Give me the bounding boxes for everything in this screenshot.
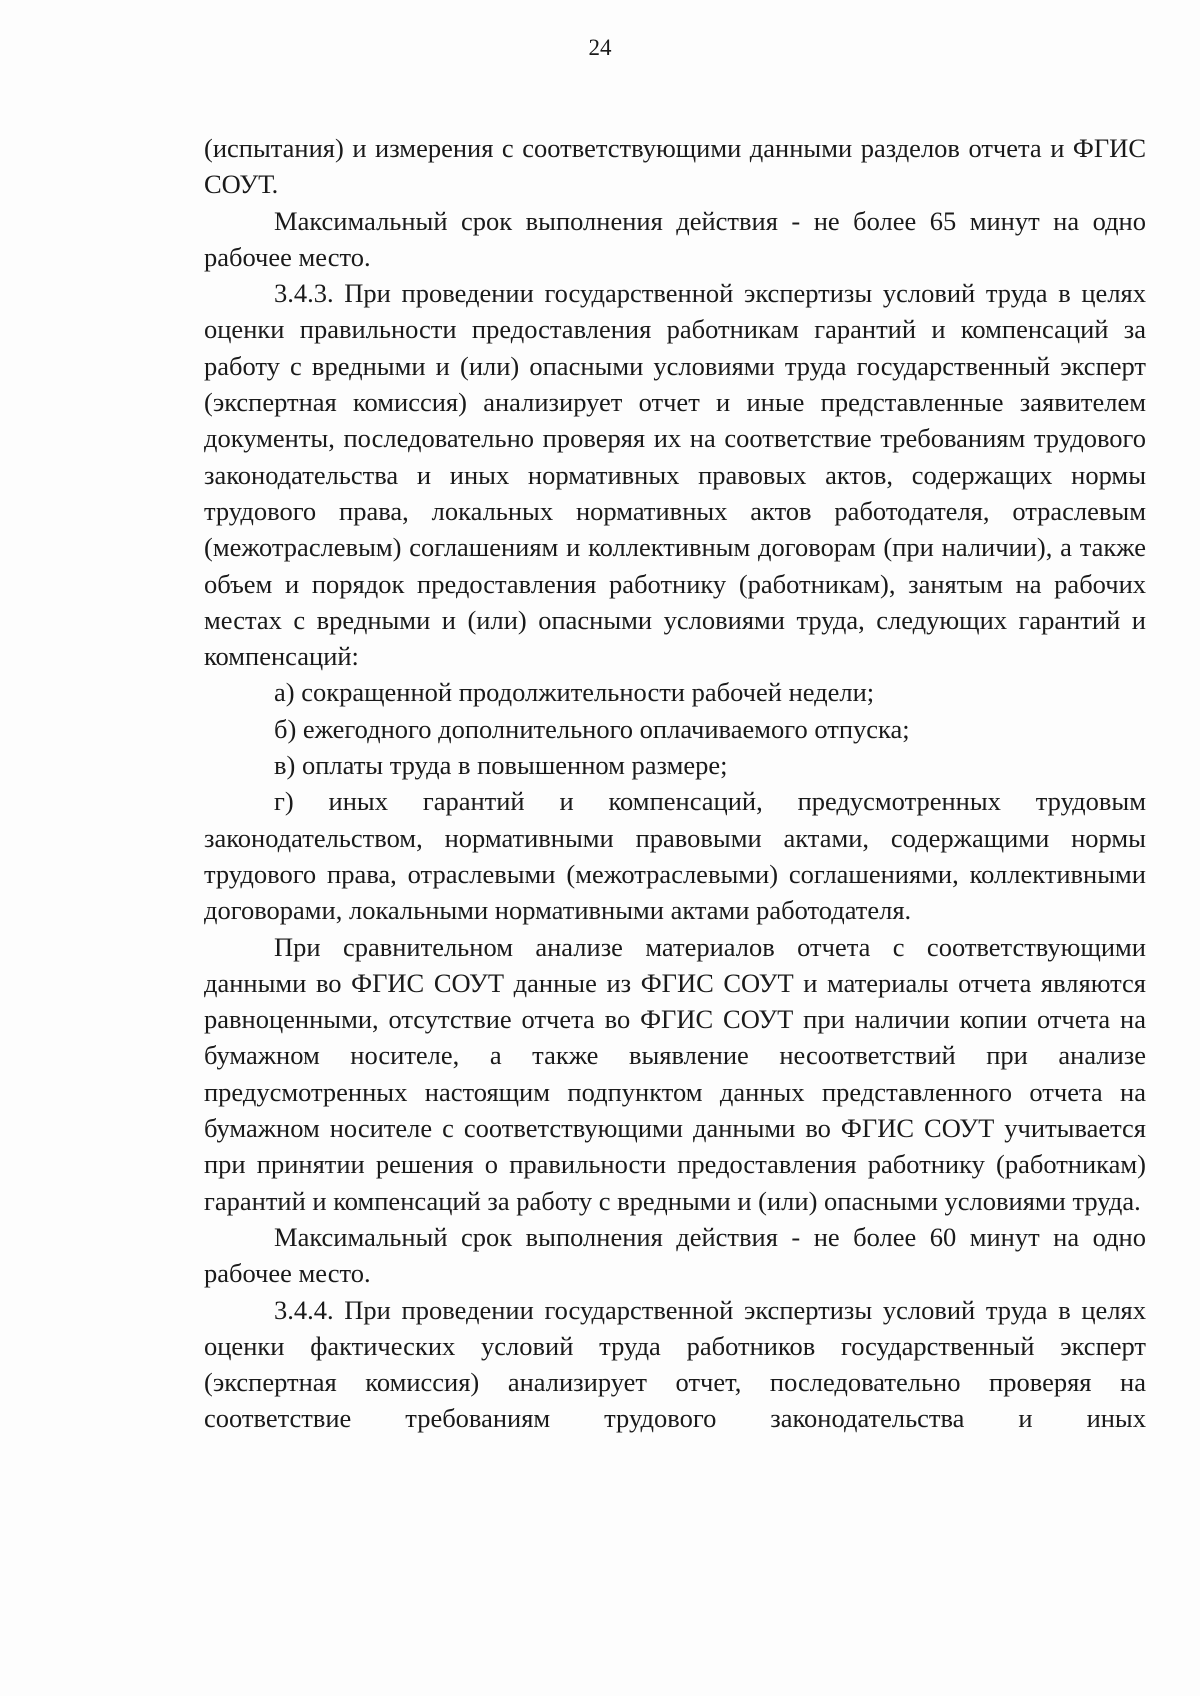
paragraph-3-4-3: 3.4.3. При проведении государственной экспертизы условий труда в целях оценки правильности предоставления работникам гарантий и компенсаций за работу с вредными и (или) опасными условиями труда государственный эксперт (экспертная комиссия) анализирует отчет и иные представленные заявителем документы, последовательно проверяя их на соответствие требованиям трудового законодательства и иных нормативных правовых актов, содержащих нормы трудового права, локальных нормативных актов работодателя, отраслевым (межотраслевым) соглашениям и коллективным договорам (при наличии), а также объем и порядок предоставления работнику (работникам), занятым на рабочих местах с вредными и (или) опасными условиями труда, следующих гарантий и компенсаций: (204, 278, 1146, 672)
paragraph-continuation: (испытания) и измерения с соответствующими данными разделов отчета и ФГИС СОУТ. (204, 133, 1146, 200)
body-text (204, 130, 1146, 1437)
paragraph-comparative-analysis: При сравнительном анализе материалов отчета с соответствующими данными во ФГИС СОУТ данные из ФГИС СОУТ и материалы отчета являются равноценными, отсутствие отчета во ФГИС СОУТ при наличии копии отчета на бумажном носителе, а также выявление несоответствий при анализе предусмотренных настоящим подпунктом данных представленного отчета на бумажном носителе с соответствующими данными во ФГИС СОУТ учитывается при принятии решения о правильности предоставления работнику (работникам) гарантий и компенсаций за работу с вредными и (или) опасными условиями труда. (204, 931, 1146, 1216)
list-item-a: а) сокращенной продолжительности рабочей недели; (274, 677, 875, 708)
paragraph-deadline-65: Максимальный срок выполнения действия - не более 65 минут на одно рабочее место. (204, 205, 1146, 272)
list-item-b: б) ежегодного дополнительного оплачиваемого отпуска; (274, 713, 910, 744)
page-number: 24 (588, 35, 612, 60)
list-item-v: в) оплаты труда в повышенном размере; (274, 750, 728, 781)
paragraph-3-4-4: 3.4.4. При проведении государственной экспертизы условий труда в целях оценки фактических условий труда работников государственный эксперт (экспертная комиссия) анализирует отчет, последовательно проверяя на соответствие требованиям трудового законодательства и иных (204, 1294, 1146, 1434)
list-item-g: г) иных гарантий и компенсаций, предусмотренных трудовым законодательством, нормативными правовыми актами, содержащими нормы трудового права, отраслевыми (межотраслевыми) соглашениями, коллективными договорами, локальными нормативными актами работодателя. (204, 786, 1146, 926)
paragraph-deadline-60: Максимальный срок выполнения действия - не более 60 минут на одно рабочее место. (204, 1221, 1146, 1289)
